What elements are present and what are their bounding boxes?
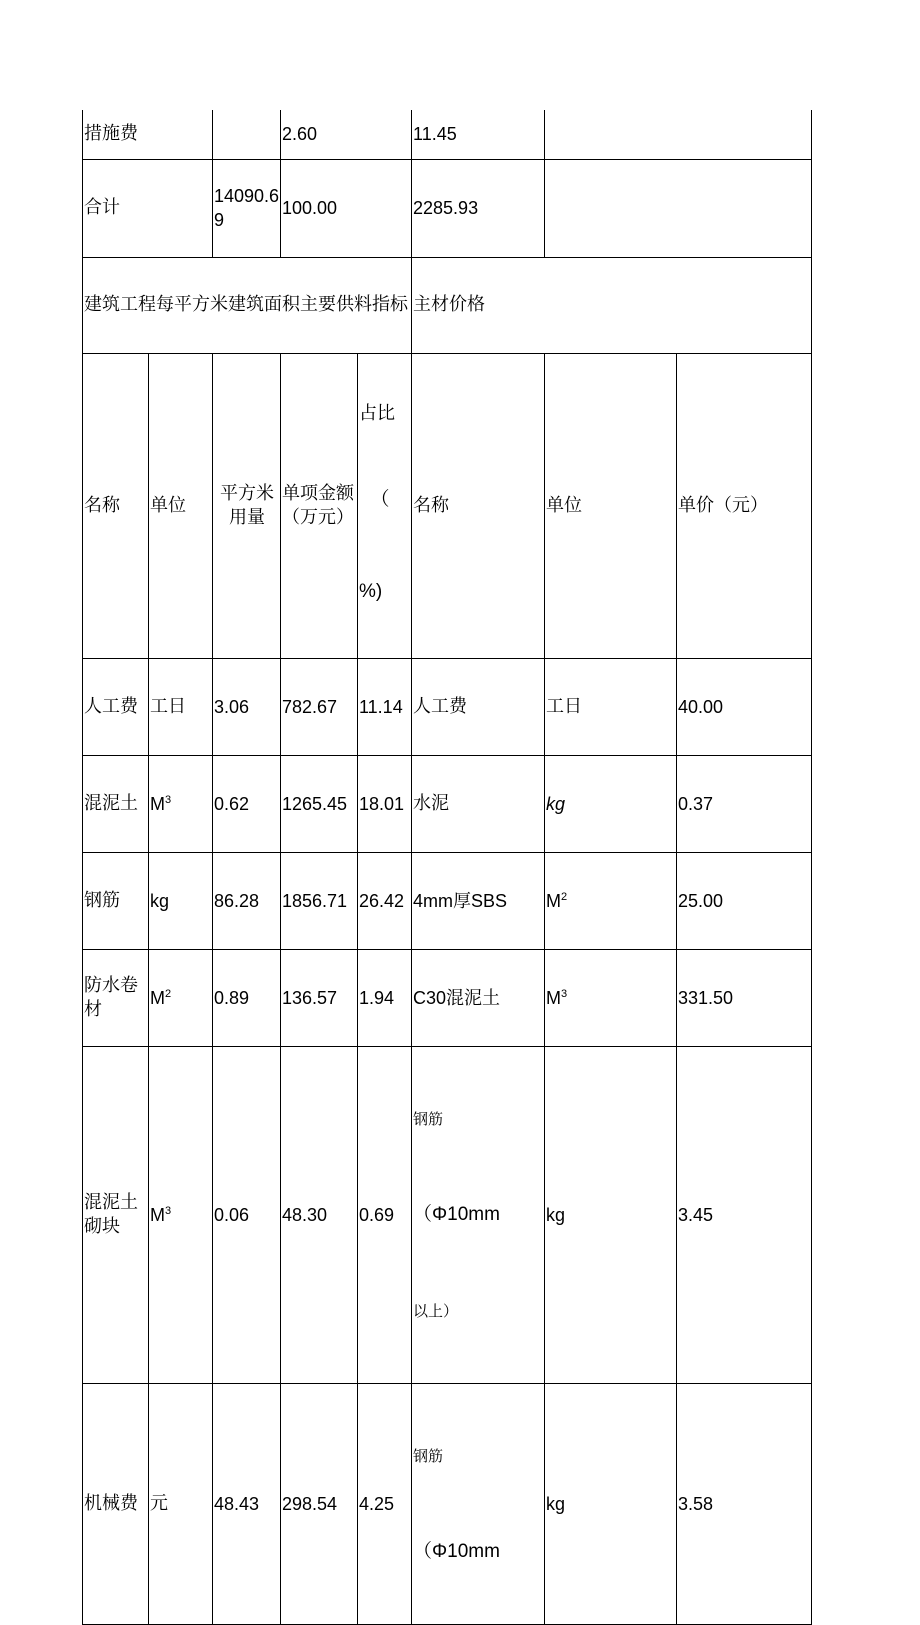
cell-unit-exponent: 2 bbox=[165, 987, 172, 1000]
cell-share: 4.25 bbox=[358, 1383, 412, 1624]
cell-material-unit bbox=[545, 949, 677, 1046]
cell-name: 混泥土砌块 bbox=[83, 1046, 149, 1383]
cell-qty: 0.06 bbox=[213, 1046, 281, 1383]
cell-share: 18.01 bbox=[358, 755, 412, 852]
cell-price: 3.58 bbox=[677, 1383, 812, 1624]
cell-unit-text: M bbox=[150, 1204, 165, 1225]
table-row bbox=[83, 1383, 812, 1624]
cell-price: 0.37 bbox=[677, 755, 812, 852]
cell-qty: 48.43 bbox=[213, 1383, 281, 1624]
cell-price: 3.45 bbox=[677, 1046, 812, 1383]
cell-material-unit: kg bbox=[545, 1046, 677, 1383]
cell-unit bbox=[149, 949, 213, 1046]
cell-material-unit-text: M bbox=[546, 987, 562, 1008]
cell-amount: 298.54 bbox=[281, 1383, 358, 1624]
section-right-title: 主材价格 bbox=[412, 257, 812, 353]
cell-name: 混泥土 bbox=[83, 755, 149, 852]
header-share-unit: %) bbox=[359, 580, 383, 602]
cell-price: 40.00 bbox=[677, 658, 812, 755]
cell-total-amount: 14090.69 bbox=[213, 159, 281, 257]
section-left-title: 建筑工程每平方米建筑面积主要供料指标 bbox=[83, 257, 412, 353]
header-unit: 单位 bbox=[149, 353, 213, 658]
cell-share: 11.14 bbox=[358, 658, 412, 755]
cell-unit-text: M bbox=[150, 793, 165, 814]
cell-material: 水泥 bbox=[412, 755, 545, 852]
header-share-label: 占比 bbox=[359, 402, 395, 424]
cell-unit-text: M bbox=[150, 987, 165, 1008]
cell-amount: 782.67 bbox=[281, 658, 358, 755]
cell-item-percent: 2.60 bbox=[281, 110, 412, 159]
cell-price: 331.50 bbox=[677, 949, 812, 1046]
cell-material bbox=[412, 1383, 545, 1624]
cell-material-unit: kg bbox=[545, 755, 677, 852]
cell-unit: kg bbox=[149, 852, 213, 949]
cell-amount: 48.30 bbox=[281, 1046, 358, 1383]
table-row bbox=[83, 110, 812, 159]
cell-material-line: 钢筋 bbox=[413, 1109, 444, 1128]
table-row bbox=[83, 755, 812, 852]
cell-qty: 0.62 bbox=[213, 755, 281, 852]
cell-share: 26.42 bbox=[358, 852, 412, 949]
header-price-name: 名称 bbox=[412, 353, 545, 658]
cell-unit bbox=[149, 755, 213, 852]
cell-material-unit-exponent: 2 bbox=[561, 890, 568, 903]
cell-total-note bbox=[545, 159, 812, 257]
cell-amount: 1265.45 bbox=[281, 755, 358, 852]
cell-price: 25.00 bbox=[677, 852, 812, 949]
cell-material-line: 钢筋 bbox=[413, 1446, 444, 1465]
cell-name: 防水卷材 bbox=[83, 949, 149, 1046]
header-unit-price: 单价（元） bbox=[677, 353, 812, 658]
cell-material-unit-text: M bbox=[546, 890, 562, 911]
cell-total-name: 合计 bbox=[83, 159, 213, 257]
cell-material: C30混泥土 bbox=[412, 949, 545, 1046]
cell-unit: 元 bbox=[149, 1383, 213, 1624]
cell-material-unit: kg bbox=[545, 1383, 677, 1624]
cell-item-name: 措施费 bbox=[83, 110, 213, 159]
header-price-unit: 单位 bbox=[545, 353, 677, 658]
header-share bbox=[358, 353, 412, 658]
cell-material bbox=[412, 1046, 545, 1383]
header-name: 名称 bbox=[83, 353, 149, 658]
cost-indicator-table bbox=[82, 110, 812, 1625]
cell-material-line: （Φ10mm bbox=[413, 1203, 500, 1225]
cell-item-note bbox=[545, 110, 812, 159]
cell-amount: 136.57 bbox=[281, 949, 358, 1046]
cell-qty: 3.06 bbox=[213, 658, 281, 755]
cell-name: 人工费 bbox=[83, 658, 149, 755]
header-share-paren: （ bbox=[370, 488, 390, 510]
table-row bbox=[83, 159, 812, 257]
cell-share: 1.94 bbox=[358, 949, 412, 1046]
cell-material-unit-exponent: 3 bbox=[561, 987, 568, 1000]
table-row bbox=[83, 949, 812, 1046]
cell-material-line: （Φ10mm bbox=[413, 1540, 500, 1562]
section-title-row bbox=[83, 257, 812, 353]
cell-total-percent: 100.00 bbox=[281, 159, 412, 257]
cell-name: 机械费 bbox=[83, 1383, 149, 1624]
cell-material: 人工费 bbox=[412, 658, 545, 755]
cell-share: 0.69 bbox=[358, 1046, 412, 1383]
table-row bbox=[83, 1046, 812, 1383]
table-row bbox=[83, 852, 812, 949]
cell-unit-exponent: 3 bbox=[165, 793, 172, 806]
cell-unit-exponent: 3 bbox=[165, 1204, 172, 1217]
cell-qty: 86.28 bbox=[213, 852, 281, 949]
cell-item-per-sqm: 11.45 bbox=[412, 110, 545, 159]
header-qty-per-sqm: 平方米用量 bbox=[213, 353, 281, 658]
table-row bbox=[83, 658, 812, 755]
table-header-row bbox=[83, 353, 812, 658]
cell-qty: 0.89 bbox=[213, 949, 281, 1046]
cell-unit bbox=[149, 1046, 213, 1383]
cell-material-line: 以上） bbox=[413, 1301, 459, 1320]
cell-material: 4mm厚SBS bbox=[412, 852, 545, 949]
cell-item-amount bbox=[213, 110, 281, 159]
cell-unit: 工日 bbox=[149, 658, 213, 755]
cell-amount: 1856.71 bbox=[281, 852, 358, 949]
cell-material-unit: 工日 bbox=[545, 658, 677, 755]
cell-material-unit bbox=[545, 852, 677, 949]
cell-total-per-sqm: 2285.93 bbox=[412, 159, 545, 257]
cell-name: 钢筋 bbox=[83, 852, 149, 949]
header-item-amount: 单项金额（万元） bbox=[281, 353, 358, 658]
